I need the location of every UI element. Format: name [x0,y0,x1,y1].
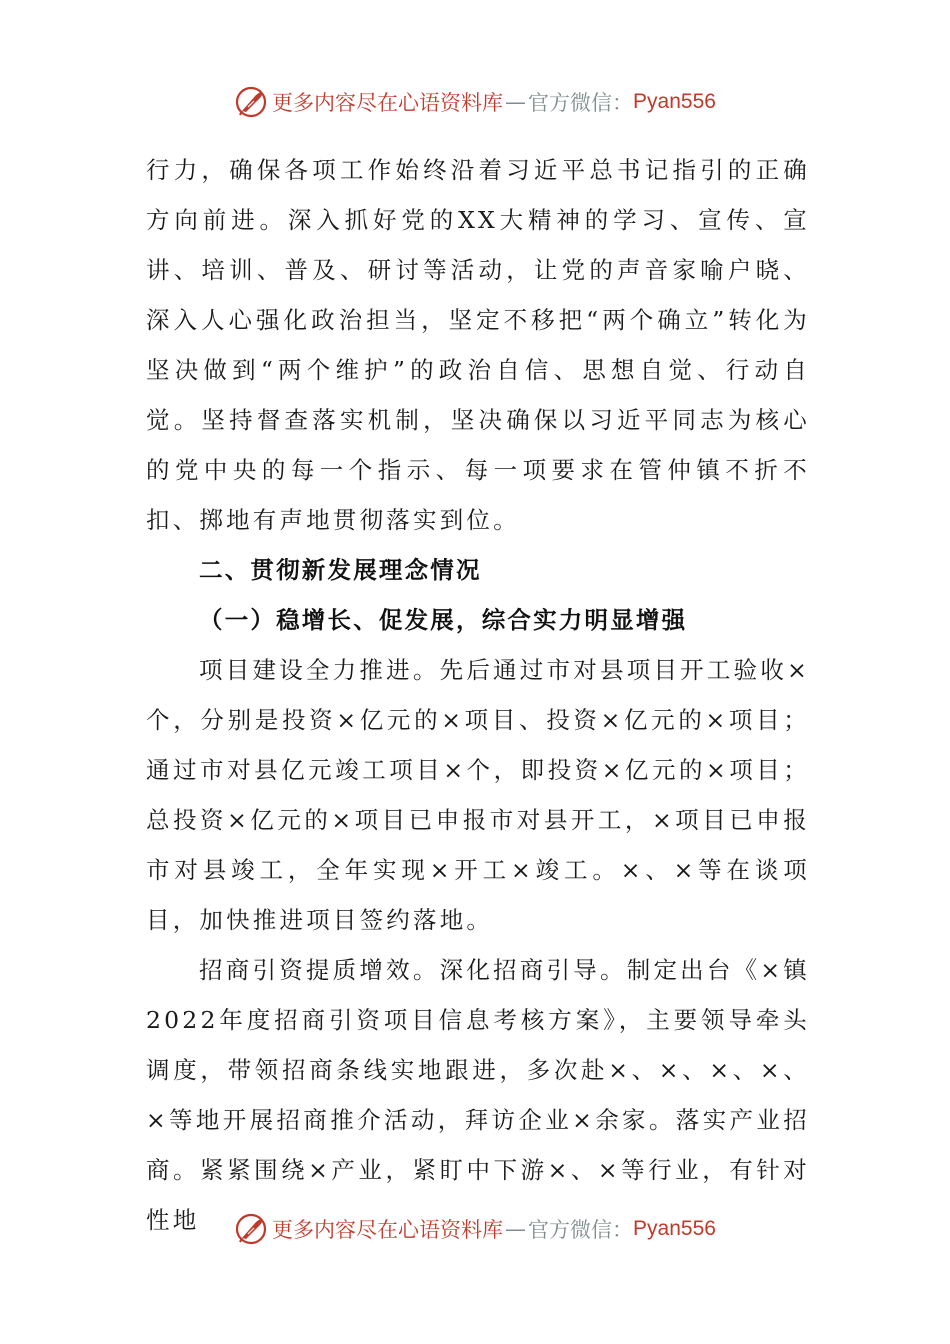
watermark-handle: Pyan556 [633,90,716,113]
watermark-sub-text: 官方微信： [528,91,634,115]
watermark-separator: — [505,90,527,114]
watermark-sub-text: 官方微信： [528,1218,634,1242]
document-body [146,145,810,1245]
paragraph-investment-attraction: 招商引资提质增效。深化招商引导。制定出台《×镇2022年度招商引资项目信息考核方案》，主要领导牵头调度，带领招商条线实地跟进，多次赴×、×、×、×、×等地开展招商推介活动，拜访企业×余家。落实产业招商。紧紧围绕×产业，紧盯中下游×、×等行业，有针对性地 [146,956,810,1234]
quill-pen-logo-icon [234,1212,268,1246]
paragraph-continuation: 行力，确保各项工作始终沿着习近平总书记指引的正确方向前进。深入抓好党的XX大精神的学习、宣传、宣讲、培训、普及、研讨等活动，让党的声音家喻户晓、深入人心强化政治担当，坚定不移把“两个确立”转化为坚决做到“两个维护”的政治自信、思想自觉、行动自觉。坚持督查落实机制，坚决确保以习近平同志为核心的党中央的每一个指示、每一项要求在管仲镇不折不扣、掷地有声地贯彻落实到位。 [146,156,810,534]
watermark-footer [0,1209,950,1249]
section-heading: 二、贯彻新发展理念情况 [199,556,482,584]
quill-pen-logo-icon [234,85,268,119]
watermark-main-text: 更多内容尽在心语资料库 [272,1218,504,1242]
watermark-handle: Pyan556 [633,1217,716,1240]
subsection-heading: （一）稳增长、促发展，综合实力明显增强 [199,606,688,634]
watermark-separator: — [505,1217,527,1241]
watermark-main-text: 更多内容尽在心语资料库 [272,91,504,115]
watermark-header [0,82,950,122]
paragraph-project-construction: 项目建设全力推进。先后通过市对县项目开工验收×个，分别是投资×亿元的×项目、投资×亿元的×项目；通过市对县亿元竣工项目×个，即投资×亿元的×项目；总投资×亿元的×项目已申报市对县开工，×项目已申报市对县竣工，全年实现×开工×竣工。×、×等在谈项目，加快推进项目签约落地。 [146,656,810,934]
